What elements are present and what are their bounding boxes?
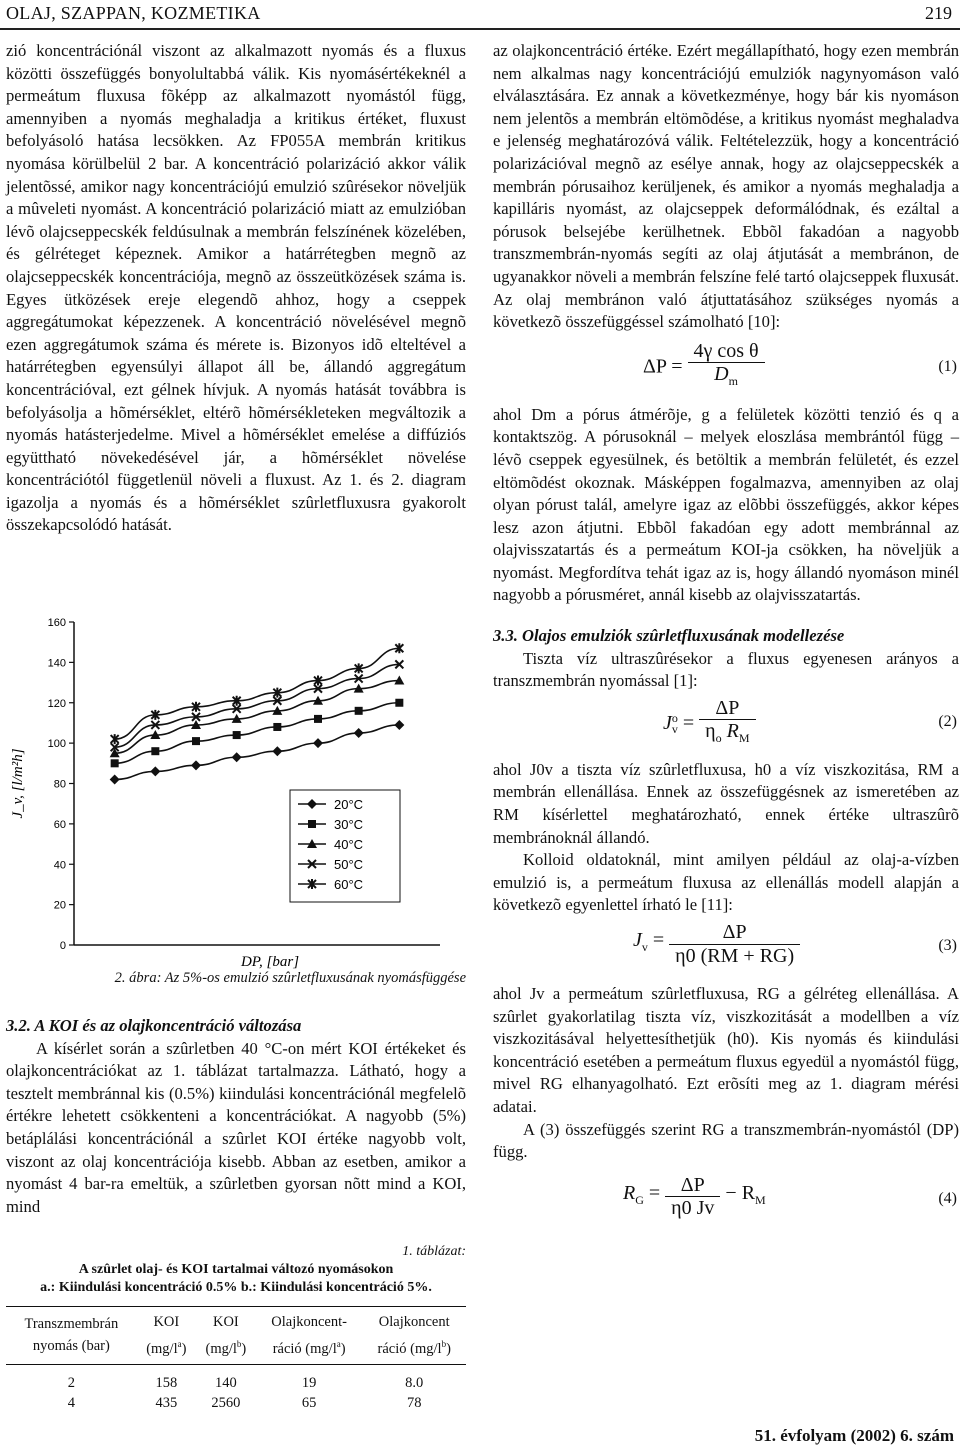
legend-label: 20°C	[334, 797, 364, 812]
table-cell: 8.0	[405, 1374, 424, 1391]
eq-lhs: $J_v$ =	[633, 929, 665, 955]
paragraph: Tiszta víz ultraszûrésekor a fluxus egyenesen arányos a transzmembrán nyomással [1]:	[493, 648, 959, 691]
table-header-cell: KOI $(mg/l^b)$	[196, 1307, 256, 1364]
legend-label: 50°C	[334, 857, 364, 872]
right-column	[493, 40, 959, 1236]
y-tick-label: 140	[47, 657, 66, 670]
page-header	[0, 0, 960, 30]
data-point	[110, 774, 120, 784]
eq-lhs: $R_G$ =	[623, 1182, 661, 1208]
data-point	[192, 737, 200, 745]
paragraph: az olajkoncentráció értéke. Ezért megállapítható, hogy ezen membrán nem alkalmas nagy koncentrációjú emulziók nagynyomáson való elválasztására. Ez annak a következménye, hogy bár kis nyomáson nem jelentõs a membrán eltömõdése, a kritikus nyomást meghaladva e jelenség meghatározóvá válik. Feltételezzük, hogy a koncentráció polarizációval megnõ az esélye annak, hogy az olajcseppecskék a membrán pórusaihoz kerüljenek, és amikor a nyomás meghaladja a kapilláris nyomást, az olajcseppek deformálódnak, és ezáltal a pórusok belsejébe kerülhetnek. Ebbõl fakadóan a nagyobb transzmembrán-nyomás segíti az olaj átjutását a membránon, de ugyanakkor növeli a membrán felszíne felé tartó olajcseppek fluxusát. Az olaj membránon való átjuttatásához szükséges nyomás a következõ összefüggéssel számolható [10]:	[493, 41, 959, 332]
left-column	[6, 40, 466, 537]
table-cell: 435	[155, 1394, 178, 1411]
equation-number: (4)	[938, 1189, 957, 1207]
data-point	[233, 731, 241, 739]
table-heading	[6, 1243, 466, 1297]
table-header-cell: Transzmembrán nyomás (bar)	[6, 1307, 137, 1364]
table-header-cell: Olajkoncent- ráció $(mg/l^a)$	[256, 1307, 363, 1364]
paragraph: ahol J0v a tiszta víz szûrletfluxusa, h0 a víz viszkozitása, RM a membrán ellenállása. Ennek az összefüggésnek az ismeretében az RM kísérlettel meghatározható, ennek értéke ultraszûrõ membránoknál állandó.	[493, 759, 959, 847]
data-point	[355, 707, 363, 715]
y-tick-label: 100	[47, 738, 66, 751]
eq-lhs: Jo v =	[663, 711, 695, 737]
equation-4	[493, 1170, 959, 1236]
data-point	[151, 747, 159, 755]
figure-caption: 2. ábra: Az 5%-os emulzió szûrletfluxusának nyomásfüggése	[114, 970, 466, 986]
table-header-cell: KOI $(mg/l^a)$	[137, 1307, 196, 1364]
page-footer: 51. évfolyam (2002) 6. szám	[754, 1426, 954, 1445]
y-tick-label: 80	[53, 778, 66, 791]
y-tick-label: 120	[47, 697, 66, 710]
x-axis-label: DP, [bar]	[240, 954, 300, 970]
y-tick-label: 40	[53, 859, 66, 872]
figure-caption-block	[6, 970, 466, 987]
data-point	[308, 820, 316, 828]
journal-section-title: OLAJ, SZAPPAN, KOZMETIKA	[6, 3, 261, 23]
y-tick-label: 20	[53, 899, 66, 912]
y-axis-label: J_v, [l/m²h]	[10, 748, 26, 819]
data-point	[191, 760, 201, 770]
table-row	[6, 1393, 466, 1413]
paragraph: ahol Jv a permeátum szûrletfluxusa, RG a gélréteg ellenállása. A szûrlet gyakorlatilag tiszta víz, viszkozitását a modellben a víz viszkozitásával helyettesíthetjük (h0). Kis nyomás és kiindulási koncentráció esetében a permeátum fluxus egyedül a nyomástól függ, mivel RG elhanyagolható. Ezt erõsíti meg az 1. diagram mérési adatai.	[493, 984, 959, 1116]
data-point	[314, 715, 322, 723]
table-row	[6, 1364, 466, 1393]
flux-pressure-chart	[0, 610, 470, 975]
page-number: 219	[925, 3, 952, 23]
data-point	[395, 699, 403, 707]
paragraph: A kísérlet során a szûrletben 40 °C-on mért KOI értékeket és olajkoncentrációkat az 1. táblázat tartalmazza. Látható, hogy a tesztelt membránnal kis (0.5%) kiindulási koncentrációnál megfelelõ értékre lehetett csökkenteni a koncentrációkat. A nagyobb (5%) betáplálási koncentrációnál a szûrlet KOI értéke nagyobb volt, viszont az olaj koncentrációja kisebb. Abban az esetben, amikor a nyomást 4 bar-ra emeltük, a szûrletben gyorsan nõtt mind a KOI, mind	[6, 1038, 466, 1216]
data-point	[272, 746, 282, 756]
data-point	[111, 759, 119, 767]
equation-3	[493, 917, 959, 983]
table-cell: 78	[406, 1394, 422, 1411]
equation-2	[493, 693, 959, 759]
equation-1	[493, 338, 959, 404]
equation-number: (3)	[938, 937, 957, 954]
section-heading: 3.3. Olajos emulziók szûrletfluxusának modellezése	[493, 626, 845, 646]
y-tick-label: 160	[47, 617, 66, 629]
table-cell: 2	[67, 1374, 75, 1391]
data-point	[313, 738, 323, 748]
table-cell: 140	[215, 1374, 237, 1391]
eq-fraction: $\frac{\text{4γ cos θ}}{D_m}$	[688, 340, 765, 393]
data-point	[273, 723, 281, 731]
legend-label: 40°C	[334, 837, 364, 852]
section-heading: 3.2. A KOI és az olajkoncentráció változása	[6, 1016, 302, 1035]
y-tick-label: 0	[59, 940, 66, 952]
table-cell: 158	[155, 1374, 178, 1391]
eq-tail: − $R_M$	[725, 1182, 766, 1208]
table-cell: 65	[301, 1394, 317, 1411]
table-cell: 19	[301, 1374, 317, 1391]
legend-label: 60°C	[334, 877, 364, 892]
eq-fraction: $\frac{\Delta P}{\eta 0 (RM + RG)}$	[669, 921, 800, 967]
paragraph: A (3) összefüggés szerint RG a transzmembrán-nyomástól (DP) függ.	[493, 1119, 959, 1162]
data-point	[354, 728, 364, 738]
equation-number: (2)	[938, 712, 957, 730]
table-subtitle: a.: Kiindulási koncentráció 0.5% b.: Kiindulási koncentráció 5%.	[40, 1280, 432, 1295]
equation-number: (1)	[938, 357, 957, 375]
eq-fraction: $\frac{\Delta P}{\eta 0 Jv}$	[665, 1174, 720, 1220]
paragraph: zió koncentrációnál viszont az alkalmazott nyomás és a fluxus közötti összefüggés bonyolultabbá válik. Kis nyomásértékeknél a permeátum fluxusa fõképp az alkalmazott nyomástól függ, amennyiben a nyomás meghaladja a kritikus értéket, fluxust befolyásoló hatása lecsökken. Az FP055A membrán kritikus nyomása körülbelül 2 bar. A koncentráció polarizáció akkor válik jelentõssé, amikor nagy koncentrációjú emulzió szûrésekor növeljük a mûveleti nyomást. A koncentráció polarizáció miatt az emulzióban lévõ olajcseppecskék feldúsulnak a membrán felszínének közelében, és gélréteget képeznek. Amikor a határrétegben megnõ az olajcseppecskék koncentrációja, megnõ az összeütközések száma is. Egyes ütközések ereje elegendõ ahhoz, hogy a cseppek aggregátumokat képezzenek. A koncentráció növelésével megnõ ezen aggregátumok száma és mérete is. Bizonyos idõ elteltével a határrétegben egyensúlyi állapot áll be, állandó aggregátum koncentrációval, ezt gélnek hívjuk. A nyomás hatását továbbra is befolyásolja a hõmérséklet, eltérõ hõmérsékleteken megváltozik a nyomás hatásterjedelme. Mivel a hõmérséklet emelése a diffúziós együttható növekedésével jár, a hõmérséklet növelése koncentrációtól függetlenül növeli a fluxust. Az 1. és 2. diagram igazolja a nyomás és a hõmérséklet szûrletfluxusra gyakorolt összekapcsolódó hatását.	[6, 41, 466, 535]
table-title: A szûrlet olaj- és KOI tartalmai változó nyomásokon	[78, 1262, 394, 1277]
data-point	[150, 766, 160, 776]
table-cell: 2560	[211, 1394, 241, 1411]
table-header-row	[6, 1307, 466, 1364]
paragraph: Kolloid oldatoknál, mint amilyen például az olaj-a-vízben emulzió is, a permeátum fluxusa az ellenállás modell alapján a következõ egyenlettel írható le [11]:	[493, 850, 959, 915]
table-cell: 4	[67, 1394, 75, 1411]
table-label: 1. táblázat:	[402, 1244, 466, 1259]
section-3-2	[6, 1015, 466, 1218]
y-tick-label: 60	[53, 818, 66, 831]
table-header-cell: Olajkoncent ráció $(mg/l^b)$	[362, 1307, 466, 1364]
paragraph: ahol Dm a pórus átmérõje, g a felületek közötti tenzió és q a kontaktszög. A pórusoknál – melyek eloszlása membrántól függ – lévõ cseppek egyesülnek, és betöltik a membrán felületét, és ezzel eltömõdést okoznak. Másképpen fogalmazva, amennyiben az olaj olyan pórust talál, amelyre igaz az elõbbi összefüggés, akkor képes lesz azon átjutni. Ebbõl fakadóan egy adott membránnal az olajvisszatartás és a permeátum KOI-ja csökken, ha növeljük a nyomást. Megfordítva tehát igaz az is, hogy állandó nyomáson minél nagyobb a pórusméret, annál kisebb az olajvisszatartás.	[493, 404, 959, 605]
eq-fraction: $\frac{\Delta P}{\eta_o R_M}$	[699, 697, 755, 750]
data-point	[394, 720, 404, 730]
legend-label: 30°C	[334, 817, 364, 832]
eq-lhs: ΔP =	[643, 355, 683, 378]
data-point	[232, 752, 242, 762]
data-table	[6, 1306, 466, 1413]
